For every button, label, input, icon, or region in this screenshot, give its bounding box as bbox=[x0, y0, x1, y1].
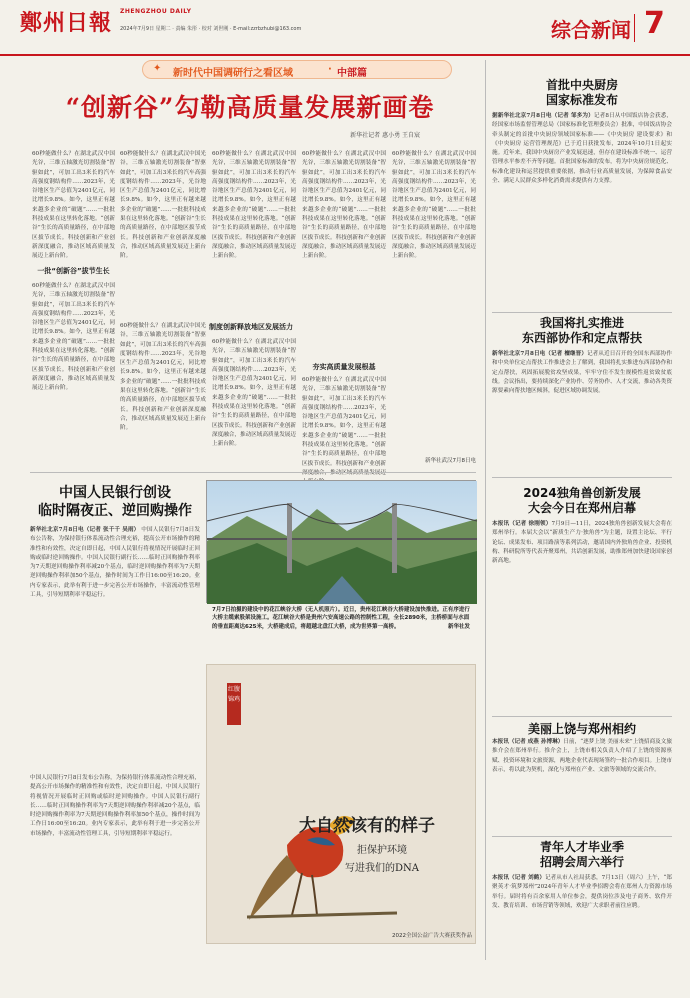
lead-column-5: 60秒能做什么？在湖北武汉中国光谷，三维五轴激光切割装备“智驱如此”，可加工出3米长的汽车高强度钢结构件……2023年，光谷地区生产总值为2401亿元，同比增长9.8%。如今，这里正有越来越多企业的“破题”……一批批科技成果在这里转化落地。“创新谷”生长的高质量路径，在中部地区拔节成长。科技创新和产业创新深度融合，推动区域高质量发展迈上新台阶。 bbox=[392, 151, 476, 260]
right-article2-dateline: 新华社北京7月8日电（记者 檀继晋） bbox=[492, 351, 588, 357]
right-article2-body bbox=[492, 350, 672, 472]
banner-tag: 中部篇 bbox=[337, 68, 367, 79]
lead-subhead-3 bbox=[302, 362, 386, 372]
lead-headline: “创新谷”勾勒高质量发展新画卷 bbox=[65, 93, 435, 122]
lead-column-2: 60秒能做什么？在湖北武汉中国光谷，三维五轴激光切割装备“智驱如此”，可加工出3米长的汽车高强度钢结构件……2023年，光谷地区生产总值为2401亿元，同比增长9.8%。如今，这里正有越来越多企业的“破题”……一批批科技成果在这里转化落地。“创新谷”生长的高质量路径，在中部地区拔节成长。科技创新和产业创新深度融合，推动区域高质量发展迈上新台阶。 bbox=[120, 151, 206, 260]
photo-caption bbox=[212, 606, 470, 660]
right-article3-text: 7月9日—11日，2024独角兽创新发展大会将在郑州举行。本届大会以“新质生产力·独角兽”为主题，设置主论坛、平行论坛、成果发布、项目路演等系列活动，邀请国内外独角兽企业、投资机构、科研院所等代表齐聚郑州，共话创新发展，助推郑州加快建设国家创新高地。 bbox=[492, 521, 672, 565]
newspaper-logo: 鄭州日報 bbox=[20, 10, 113, 36]
brand-english: ZHENGZHOU DAILY bbox=[120, 8, 192, 15]
caption-credit: 新华社发 bbox=[447, 623, 470, 630]
lead-column-4: 60秒能做什么？在湖北武汉中国光谷，三维五轴激光切割装备“智驱如此”，可加工出3米长的汽车高强度钢结构件……2023年，光谷地区生产总值为2401亿元，同比增长9.8%。如今，这里正有越来越多企业的“破题”……一批批科技成果在这里转化落地。“创新谷”生长的高质量路径，在中部地区拔节成长。科技创新和产业创新深度融合，推动区域高质量发展迈上新台阶。 bbox=[302, 151, 386, 260]
subhead-text: 一批“创新谷”拔节生长 bbox=[37, 267, 110, 275]
lead-column-3b: 60秒能做什么？在湖北武汉中国光谷，三维五轴激光切割装备“智驱如此”，可加工出3米长的汽车高强度钢结构件……2023年，光谷地区生产总值为2401亿元，同比增长9.8%。如今，这里正有越来越多企业的“破题”……一批批科技成果在这里转化落地。“创新谷”生长的高质量路径，在中部地区拔节成长。科技创新和产业创新深度融合，推动区域高质量发展迈上新台阶。 bbox=[212, 339, 296, 448]
masthead bbox=[0, 0, 690, 56]
right-divider-4 bbox=[492, 836, 672, 837]
article2-body-continued: 中国人民银行7月8日发布公告称，为保持银行体系流动性合理充裕，提高公开市场操作的精准性和有效性，决定自即日起，中国人民银行将视情况开展临时正回购或临时逆回购操作。中国人民银行副行长……临时正回购操作利率为7天期逆回购操作利率减20个基点，临时逆回购操作利率为7天期逆回购操作利率加50个基点，操作时间为工作日16:00至16:20。业内专家表示，此举有利于进一步完善公开市场操作，丰富流动性管理工具，引导短期利率平稳运行。 bbox=[30, 775, 200, 837]
article2-dateline: 新华社北京7月8日电（记者 张千千 吴雨） bbox=[30, 527, 140, 533]
lead-column-2b: 60秒能做什么？在湖北武汉中国光谷，三维五轴激光切割装备“智驱如此”，可加工出3米长的汽车高强度钢结构件……2023年，光谷地区生产总值为2401亿元，同比增长9.8%。如今，这里正有越来越多企业的“破题”……一批批科技成果在这里转化落地。“创新谷”生长的高质量路径，在中部地区拔节成长。科技创新和产业创新深度融合，推动区域高质量发展迈上新台阶。 bbox=[120, 323, 206, 432]
right-article1-headline: 首批中央厨房 国家标准发布 bbox=[545, 78, 618, 107]
right-article3-body bbox=[492, 520, 672, 660]
ad-footer: 2022全国公益广告大赛获奖作品 bbox=[392, 933, 472, 939]
right-divider-2 bbox=[492, 477, 672, 478]
right-article5-text: 记者从市人社局获悉，7月13日（周六）上午，“郑聚英才·筑梦郑州”2024年青年人才毕业季招聘会将在郑州人力资源市场举行。届时将有百余家用人单位参会，提供岗位涉及电子商务、软件开发、教育培训、市场营销等领域，欢迎广大求职者前往应聘。 bbox=[492, 875, 672, 909]
right-article4-body bbox=[492, 738, 672, 834]
lead-dateline: 新华社武汉7月8日电 bbox=[425, 458, 476, 464]
right-article1-dateline: 据新华社北京7月8日电（记者 邹多为） bbox=[492, 113, 594, 119]
ad-title: 大自然该有的样子 bbox=[299, 816, 435, 836]
divider-horizontal bbox=[30, 472, 476, 473]
right-article4-text: 日前，“逐梦上饶 美丽未来”上饶招商及文旅推介会在郑州举行。推介会上，上饶市相关负责人介绍了上饶的资源禀赋、投资环境和文旅资源，两地企业代表现场签约一批合作项目。上饶市表示，将以此为契机，深化与郑州在产业、文旅等领域的交流合作。 bbox=[492, 739, 672, 773]
bridge-photo-illustration bbox=[207, 481, 477, 604]
ad-slogan-1: 拒保护环境 bbox=[357, 845, 407, 856]
banner-dot: · bbox=[328, 64, 332, 75]
article2-text: 中国人民银行7月8日发布公告称，为保持银行体系流动性合理充裕，提高公开市场操作的精准性和有效性，决定自即日起，中国人民银行将视情况开展临时正回购或临时逆回购操作。中国人民银行副行长……临时正回购操作利率为7天期逆回购操作利率减20个基点，临时逆回购操作利率为7天期逆回购操作利率加50个基点，操作时间为工作日16:00至16:20。业内专家表示，此举有利于进一步完善公开市场操作，丰富流动性管理工具，引导短期利率平稳运行。 bbox=[30, 527, 200, 599]
right-article4-dateline: 本报讯（记者 成燕 孙博琳） bbox=[492, 739, 564, 745]
right-article5-headline: 青年人才毕业季 招聘会周六举行 bbox=[539, 840, 624, 869]
series-banner bbox=[142, 60, 452, 79]
right-article1-body bbox=[492, 112, 672, 312]
right-divider-3 bbox=[492, 716, 672, 717]
section-divider bbox=[634, 14, 635, 42]
section-name: 综合新闻 bbox=[551, 18, 631, 42]
ad-slogan-2: 写进我们的DNA bbox=[345, 863, 419, 874]
right-divider-1 bbox=[492, 312, 672, 313]
right-article1-text: 记者8日从中国饭店协会获悉，经国家市场监督管理总局（国家标准化管理委员会）批准，中国饭店协会牵头制定的首批中央厨房领域国家标准——《中央厨房 建设要求》和《中央厨房 运营管理规范》已于近日获批发布，2024年10月1日起实施。近年来，我国中央厨房产业发展迅速，但存在建设标准不统一、运营管理水平参差不齐等问题。首批国家标准的发布，将为中央厨房规范化、标准化建设和运营提供重要依据，推动行业高质量发展，为保障食品安全、满足人民群众多样化消费需求提供有力支撑。 bbox=[492, 113, 673, 185]
caption-text: 7月7日拍摄的建设中的花江峡谷大桥（无人机照片）。近日，贵州花江峡谷大桥建设加快推进。正有序进行大桥主缆索股架设施工。花江峡谷大桥是贵州六安高速公路的控制性工程，全长2890米，主桥桥面与水面的垂直距离达625米，大桥建成后，将超越北盘江大桥，成为世界第一高桥。 bbox=[212, 607, 470, 630]
right-article3-dateline: 本报讯（记者 徐刚领） bbox=[492, 521, 552, 527]
lead-column-3: 60秒能做什么？在湖北武汉中国光谷，三维五轴激光切割装备“智驱如此”，可加工出3米长的汽车高强度钢结构件……2023年，光谷地区生产总值为2401亿元，同比增长9.8%。如今，这里正有越来越多企业的“破题”……一批批科技成果在这里转化落地。“创新谷”生长的高质量路径，在中部地区拔节成长。科技创新和产业创新深度融合，推动区域高质量发展迈上新台阶。 bbox=[212, 151, 296, 260]
ad-stamp: 红腹锦鸡 bbox=[227, 683, 241, 725]
lead-column-1: 60秒能做什么？在湖北武汉中国光谷，三维五轴激光切割装备“智驱如此”，可加工出3米长的汽车高强度钢结构件……2023年，光谷地区生产总值为2401亿元，同比增长9.8%。如今，这里正有越来越多企业的“破题”……一批批科技成果在这里转化落地。“创新谷”生长的高质量路径，在中部地区拔节成长。科技创新和产业创新深度融合，推动区域高质量发展迈上新台阶。 bbox=[32, 151, 115, 260]
article2-headline: 中国人民银行创设 临时隔夜正、逆回购操作 bbox=[38, 485, 192, 519]
lead-column-4b: 60秒能做什么？在湖北武汉中国光谷，三维五轴激光切割装备“智驱如此”，可加工出3米长的汽车高强度钢结构件……2023年，光谷地区生产总值为2401亿元，同比增长9.8%。如今，这里正有越来越多企业的“破题”……一批批科技成果在这里转化落地。“创新谷”生长的高质量路径，在中部地区拔节成长。科技创新和产业创新 bbox=[302, 377, 386, 467]
psa-ad bbox=[206, 664, 476, 944]
lead-subhead-1 bbox=[32, 266, 115, 276]
lead-byline: 新华社记者 惠小勇 王自宸 bbox=[350, 132, 420, 139]
right-article4-headline: 美丽上饶与郑州相约 bbox=[527, 722, 636, 736]
banner-ornament: ✦ bbox=[153, 63, 162, 74]
right-article3-headline: 2024独角兽创新发展 大会今日在郑州启幕 bbox=[523, 486, 641, 515]
right-article5-body bbox=[492, 874, 672, 950]
divider-vertical bbox=[485, 60, 486, 960]
bridge-photo bbox=[206, 480, 476, 603]
right-article5-dateline: 本报讯（记者 刘鹤） bbox=[492, 875, 546, 881]
page-number: 7 bbox=[644, 6, 665, 41]
banner-text: 新时代中国调研行之看区域 bbox=[173, 68, 293, 79]
right-article2-text: 记者从近日召开的全国东西部协作和中央单位定点帮扶工作推进会上了解到，我国将扎实推进东西部协作和定点帮扶，巩固拓展脱贫攻坚成果，牢牢守住不发生规模性返贫致贫底线。会议指出，要持续深化产业协作、劳务协作、人才交流，推动各类资源要素向帮扶地区倾斜，促进区域协调发展。 bbox=[492, 351, 672, 395]
article2-body bbox=[30, 526, 200, 768]
right-article2-headline: 我国将扎实推进 东西部协作和定点帮扶 bbox=[521, 316, 642, 345]
lead-subhead-2 bbox=[206, 322, 296, 332]
issue-info: 2024年7月9日 星期二 · 责编 朱彤 · 校对 刘世刚 · E-mail:zzrbzhubi@163.com bbox=[120, 26, 302, 32]
subhead-text: 夯实高质量发展根基 bbox=[312, 363, 376, 371]
lead-column-1b: 60秒能做什么？在湖北武汉中国光谷，三维五轴激光切割装备“智驱如此”，可加工出3米长的汽车高强度钢结构件……2023年，光谷地区生产总值为2401亿元，同比增长9.8%。如今，这里正有越来越多企业的“破题”……一批批科技成果在这里转化落地。“创新谷”生长的高质量路径，在中部地区拔节成长。科技创新和产业创新深度融合，推动区域高质量发展迈上新台阶。 bbox=[32, 283, 115, 392]
subhead-text: 制度创新释放地区发展活力 bbox=[209, 323, 293, 331]
